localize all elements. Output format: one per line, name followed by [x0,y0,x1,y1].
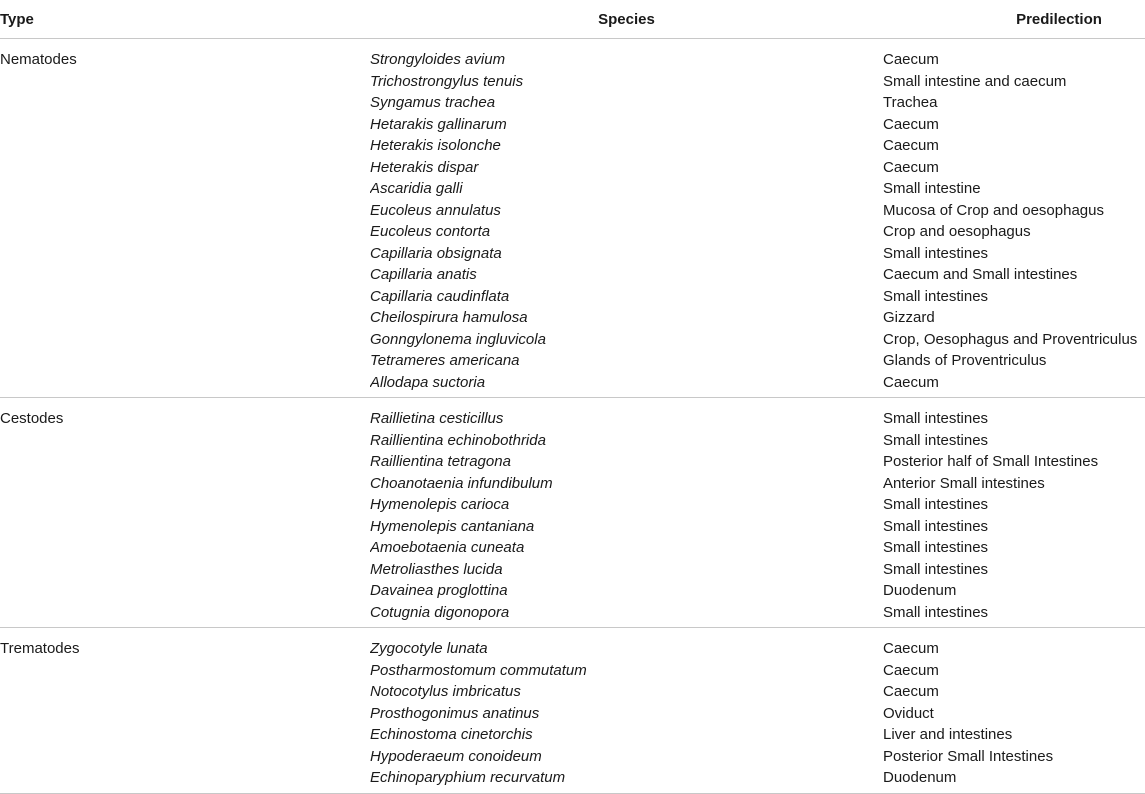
predilection-cell: Gizzard [883,309,935,326]
species-cell: Allodapa suctoria [370,372,883,398]
predilection-cell: Crop, Oesophagus and Proventriculus [883,330,1138,348]
type-cell: Cestodes [0,410,64,427]
type-cell [0,602,370,628]
predilection-cell: Small intestines [883,602,1145,628]
species-cell: Cotugnia digonopora [370,602,883,628]
table-row [0,286,1145,308]
type-cell [0,200,370,222]
species-cell: Choanotaenia infundibulum [370,474,553,492]
table-row [0,767,1145,793]
header-type: Type [0,0,370,39]
predilection-cell: Caecum [883,661,939,679]
table-row [0,135,1145,157]
predilection-cell: Caecum [883,115,939,133]
predilection-cell: Small intestine [883,180,981,197]
table-row [0,660,1145,682]
table-row [0,329,1145,351]
type-cell [0,114,370,136]
predilection-cell: Mucosa of Crop and oesophagus [883,201,1104,219]
type-cell [0,473,370,495]
type-cell [0,372,370,398]
type-cell [0,286,370,308]
table-row [0,537,1145,559]
species-cell: Amoebotaenia cuneata [370,539,525,556]
table-row [0,243,1145,265]
species-cell: Raillietina cesticillus [370,410,504,427]
predilection-cell: Duodenum [883,582,957,599]
species-cell: Echinostoma cinetorchis [370,726,533,743]
type-cell [0,307,370,329]
predilection-cell: Caecum [883,372,1145,398]
species-cell: Hetarakis gallinarum [370,115,507,133]
table-row [0,473,1145,495]
type-cell [0,135,370,157]
type-cell [0,537,370,559]
table-row [0,372,1145,398]
type-cell [0,494,370,516]
predilection-cell: Small intestines [883,539,989,556]
predilection-cell: Small intestines [883,560,989,578]
table-row [0,92,1145,114]
species-cell: Metroliasthes lucida [370,560,503,578]
table-header [0,0,1145,39]
type-cell [0,92,370,114]
table-row [0,494,1145,516]
table-row [0,39,1145,71]
predilection-cell: Oviduct [883,704,934,722]
species-cell: Echinoparyphium recurvatum [370,767,883,793]
species-cell: Prosthogonimus anatinus [370,704,540,722]
type-cell: Trematodes [0,640,80,657]
species-cell: Raillientina tetragona [370,453,511,470]
species-cell: Gonngylonema ingluvicola [370,330,546,348]
species-cell: Eucoleus contorta [370,223,491,240]
header-row [0,0,1145,39]
type-cell [0,221,370,243]
species-cell: Hymenolepis carioca [370,496,510,513]
table-row [0,350,1145,372]
table-row [0,430,1145,452]
predilection-cell: Small intestines [883,517,989,535]
species-cell: Zygocotyle lunata [370,640,488,657]
predilection-cell: Caecum [883,51,939,68]
type-cell [0,178,370,200]
species-cell: Syngamus trachea [370,94,496,111]
table-row [0,516,1145,538]
species-cell: Raillientina echinobothrida [370,431,546,449]
predilection-cell: Small intestines [883,244,989,262]
type-cell [0,243,370,265]
predilection-cell: Small intestines [883,431,989,449]
predilection-cell: Small intestine and caecum [883,72,1067,90]
predilection-cell: Caecum [883,137,939,154]
predilection-cell: Caecum [883,683,939,700]
species-cell: Strongyloides avium [370,51,506,68]
table-row [0,200,1145,222]
predilection-cell: Anterior Small intestines [883,474,1045,492]
species-cell: Ascaridia galli [370,180,463,197]
type-cell [0,767,370,793]
type-cell: Nematodes [0,51,77,68]
predilection-cell: Crop and oesophagus [883,223,1031,240]
predilection-cell: Posterior half of Small Intestines [883,453,1099,470]
type-cell [0,580,370,602]
table-row [0,580,1145,602]
species-cell: Heterakis isolonche [370,137,501,154]
predilection-cell: Caecum [883,158,939,176]
table-row [0,451,1145,473]
species-cell: Eucoleus annulatus [370,201,501,219]
table-row [0,703,1145,725]
predilection-cell: Duodenum [883,767,1145,793]
species-cell: Hymenolepis cantaniana [370,517,535,535]
predilection-cell: Liver and intestines [883,726,1013,743]
species-cell: Heterakis dispar [370,158,479,176]
table-body [0,39,1145,794]
predilection-cell: Caecum [883,640,939,657]
species-cell: Capillaria caudinflata [370,287,510,305]
type-cell [0,430,370,452]
table-row [0,628,1145,660]
predilection-cell: Trachea [883,94,938,111]
table-row [0,264,1145,286]
table-row [0,559,1145,581]
species-cell: Notocotylus imbricatus [370,683,521,700]
species-cell: Capillaria anatis [370,266,477,283]
predilection-cell: Small intestines [883,496,989,513]
table-row [0,724,1145,746]
predilection-cell: Small intestines [883,287,989,305]
predilection-cell: Posterior Small Intestines [883,747,1054,765]
type-cell [0,451,370,473]
table-row [0,398,1145,430]
table-row [0,602,1145,628]
type-cell [0,350,370,372]
type-cell [0,660,370,682]
table-row [0,746,1145,768]
species-cell: Cheilospirura hamulosa [370,309,528,326]
type-cell [0,264,370,286]
table-row [0,71,1145,93]
type-cell [0,329,370,351]
species-cell: Davainea proglottina [370,582,508,599]
header-predilection: Predilection [883,0,1145,39]
type-cell [0,516,370,538]
species-cell: Postharmostomum commutatum [370,661,587,679]
type-cell [0,681,370,703]
predilection-cell: Small intestines [883,410,989,427]
type-cell [0,559,370,581]
table-row [0,221,1145,243]
species-cell: Capillaria obsignata [370,244,502,262]
type-cell [0,157,370,179]
species-cell: Hypoderaeum conoideum [370,747,542,765]
type-cell [0,724,370,746]
table-row [0,114,1145,136]
type-cell [0,746,370,768]
type-cell [0,703,370,725]
header-species: Species [370,0,883,39]
table-row [0,178,1145,200]
table-row [0,307,1145,329]
predilection-cell: Caecum and Small intestines [883,266,1078,283]
predilection-cell: Glands of Proventriculus [883,352,1047,369]
type-cell [0,71,370,93]
table-row [0,681,1145,703]
species-cell: Tetrameres americana [370,352,520,369]
table-row [0,157,1145,179]
species-cell: Trichostrongylus tenuis [370,72,524,90]
